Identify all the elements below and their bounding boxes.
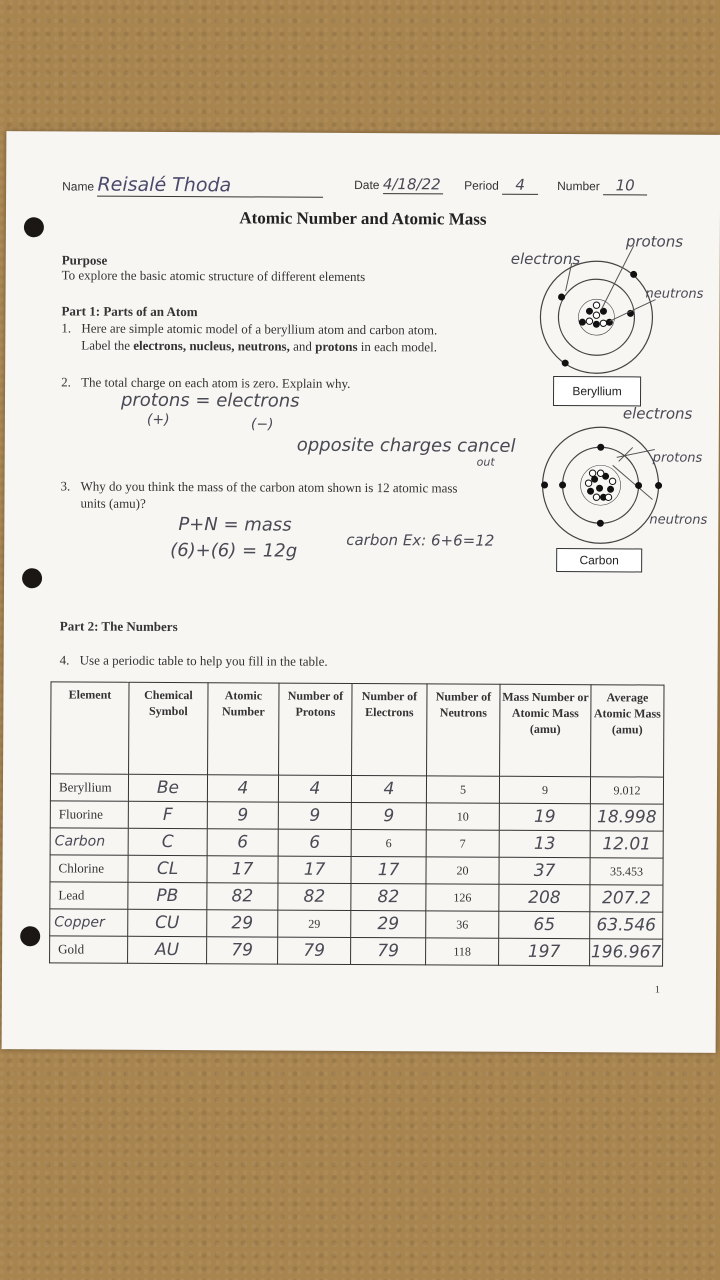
table-cell: Chlorine — [50, 855, 128, 882]
table-cell: 126 — [426, 884, 499, 911]
table-cell: 9 — [499, 776, 590, 803]
table-cell: 7 — [426, 830, 499, 857]
table-cell: 17 — [278, 856, 351, 883]
table-cell: 9 — [207, 802, 278, 829]
table-cell: 197 — [499, 938, 590, 965]
table-row — [50, 909, 663, 939]
date-field — [354, 175, 443, 194]
q1-bold-protons: protons — [315, 338, 358, 354]
q2-answer-plus: (+) — [146, 411, 170, 428]
q4-number: 4. — [59, 652, 70, 668]
q1-text: Label the — [81, 337, 134, 353]
period-field — [464, 176, 538, 195]
table-cell: 5 — [426, 776, 499, 803]
table-cell: Fluorine — [50, 801, 128, 828]
q2-answer-minus: (−) — [250, 416, 274, 433]
col-header-electrons: Number of Electrons — [352, 683, 427, 775]
number-value: 10 — [603, 176, 647, 195]
purpose-heading: Purpose — [61, 252, 108, 268]
table-cell: PB — [128, 882, 207, 909]
table-cell: 37 — [499, 857, 590, 884]
number-label: Number — [557, 179, 600, 194]
q3-line2: units (amu)? — [80, 495, 146, 511]
q3-answer-line3: carbon Ex: 6+6=12 — [346, 530, 495, 550]
table-row — [50, 882, 663, 912]
table-cell: 82 — [207, 883, 278, 910]
table-cell: 63.546 — [590, 912, 663, 939]
table-cell: 9.012 — [590, 777, 663, 804]
c-electrons-label: electrons — [622, 404, 693, 423]
q2-answer-out: out — [476, 455, 495, 469]
col-header-protons: Number of Protons — [279, 683, 352, 775]
table-cell: 6 — [207, 829, 278, 856]
table-cell: Copper — [50, 909, 128, 936]
table-cell: 4 — [351, 775, 426, 802]
q1-text: and — [289, 338, 316, 354]
table-cell: 79 — [351, 937, 426, 964]
table-header-row — [51, 682, 664, 777]
q3-number: 3. — [60, 478, 71, 494]
table-cell: 4 — [207, 775, 278, 802]
col-header-symbol: Chemical Symbol — [129, 682, 208, 774]
purpose-text: To explore the basic atomic structure of different elements — [61, 267, 366, 285]
table-cell: 12.01 — [590, 831, 663, 858]
table-cell: Carbon — [50, 828, 128, 855]
table-cell: 9 — [278, 802, 351, 829]
table-cell: 196.967 — [590, 939, 663, 966]
table-cell: 82 — [351, 883, 426, 910]
col-header-average-mass: Average Atomic Mass (amu) — [591, 685, 664, 777]
table-cell: Lead — [50, 882, 128, 909]
table-cell: 82 — [278, 883, 351, 910]
q1-text: in each model. — [357, 338, 438, 355]
table-row — [50, 801, 663, 831]
table-cell: 6 — [278, 829, 351, 856]
table-cell: AU — [128, 936, 207, 963]
table-row — [50, 828, 663, 858]
binder-hole — [20, 926, 40, 946]
date-value: 4/18/22 — [383, 175, 443, 194]
worksheet-page — [2, 131, 720, 1053]
table-cell: 10 — [426, 803, 499, 830]
binder-hole — [22, 568, 42, 588]
q3-line1: Why do you think the mass of the carbon atom shown is 12 atomic mass — [80, 478, 458, 496]
table-cell: Beryllium — [50, 774, 128, 801]
table-cell: 118 — [426, 938, 499, 965]
be-protons-label: protons — [625, 232, 684, 251]
element-table — [49, 681, 664, 966]
be-electrons-label: electrons — [510, 249, 581, 269]
part2-heading: Part 2: The Numbers — [59, 618, 178, 635]
col-header-element: Element — [51, 682, 129, 774]
part1-heading: Part 1: Parts of an Atom — [61, 303, 198, 320]
c-protons-label: protons — [652, 450, 703, 466]
carbon-label: Carbon — [556, 548, 642, 572]
q3-answer-line1: P+N = mass — [178, 514, 292, 536]
table-cell: F — [128, 801, 207, 828]
q2-answer-line1: protons = electrons — [120, 389, 300, 412]
table-cell: 65 — [499, 911, 590, 938]
table-cell: 17 — [207, 856, 278, 883]
table-row — [50, 855, 663, 885]
date-label: Date — [354, 177, 380, 193]
q1-line1: Here are simple atomic model of a beryllium atom and carbon atom. — [81, 320, 438, 338]
q1-line2 — [81, 337, 437, 356]
worksheet-title: Atomic Number and Atomic Mass — [239, 208, 487, 229]
beryllium-label: Beryllium — [553, 376, 641, 406]
table-cell: 29 — [207, 910, 278, 937]
col-header-atomic-number: Atomic Number — [208, 683, 279, 775]
table-cell: 17 — [351, 856, 426, 883]
q2-number: 2. — [61, 374, 71, 390]
table-cell: 35.453 — [590, 858, 663, 885]
table-cell: 208 — [499, 884, 590, 911]
table-cell: 79 — [278, 937, 351, 964]
col-header-mass-number: Mass Number or Atomic Mass (amu) — [500, 684, 591, 776]
table-row — [50, 774, 663, 804]
q4-text: Use a periodic table to help you fill in the table. — [79, 652, 328, 669]
table-cell: 29 — [278, 910, 351, 937]
table-cell: CL — [128, 855, 207, 882]
table-cell: 4 — [278, 775, 351, 802]
period-label: Period — [464, 178, 499, 193]
table-cell: CU — [128, 909, 207, 936]
table-cell: Gold — [50, 936, 128, 963]
table-cell: 9 — [351, 802, 426, 829]
table-cell: Be — [128, 774, 207, 801]
table-row — [50, 936, 663, 966]
number-field — [557, 176, 647, 195]
q1-bold-terms: electrons, nucleus, neutrons, — [133, 337, 290, 354]
table-cell: 13 — [499, 830, 590, 857]
table-cell: 36 — [426, 911, 499, 938]
table-cell: 19 — [499, 803, 590, 830]
q3-answer-line2: (6)+(6) = 12g — [170, 540, 298, 562]
name-label: Name — [62, 179, 95, 194]
be-neutrons-label: neutrons — [645, 286, 704, 302]
table-cell: 29 — [351, 910, 426, 937]
col-header-neutrons: Number of Neutrons — [427, 684, 500, 776]
period-value: 4 — [502, 176, 538, 195]
name-field — [62, 173, 323, 197]
table-cell: 207.2 — [590, 885, 663, 912]
name-value: Reisalé Thoda — [97, 174, 323, 198]
table-cell: 18.998 — [590, 804, 663, 831]
table-cell: C — [128, 828, 207, 855]
table-cell: 79 — [207, 937, 278, 964]
table-cell: 20 — [426, 857, 499, 884]
q2-answer-line2: opposite charges cancel — [296, 434, 516, 457]
page-number: 1 — [654, 984, 660, 996]
q1-number: 1. — [61, 320, 72, 336]
table-body — [50, 774, 664, 966]
table-cell: 6 — [351, 829, 426, 856]
q2-text: The total charge on each atom is zero. Explain why. — [81, 374, 351, 391]
c-neutrons-label: neutrons — [649, 512, 708, 528]
